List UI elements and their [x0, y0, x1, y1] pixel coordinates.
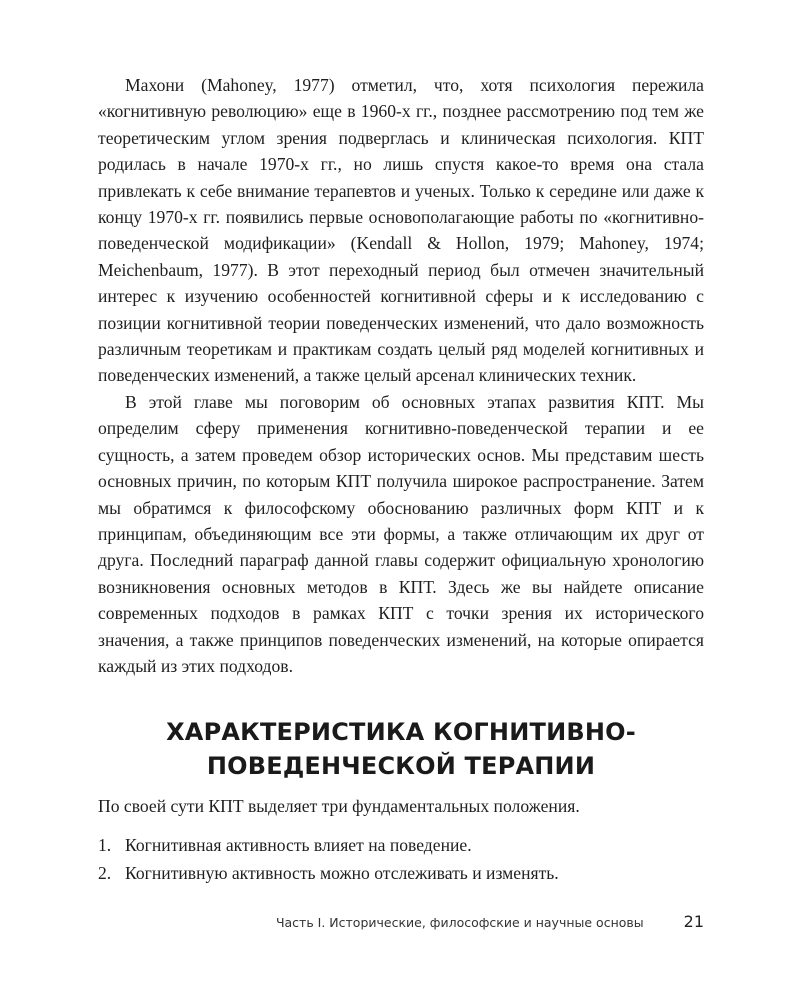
section-heading — [98, 715, 704, 783]
body-paragraph-2: В этой главе мы поговорим об основных этапах развития КПТ. Мы определим сферу применения когнитивно-поведенческой терапии и ее сущность, а затем проведем обзор исторических основ. Мы представим шесть основных причин, по которым КПТ получила широкое распространение. Затем мы обратимся к философскому обоснованию различных форм КПТ и к принципам, объединяющим все эти формы, а также отличающим их друг от друга. Последний параграф данной главы содержит официальную хронологию возникновения основных методов в КПТ. Здесь же вы найдете описание современных подходов в рамках КПТ с точки зрения их исторического значения, а также принципов поведенческих изменений, на которые опирается каждый из этих подходов. — [98, 391, 704, 676]
page-content — [98, 72, 704, 889]
running-head: Часть I. Исторические, философские и научные основы — [275, 915, 644, 930]
page-number: 21 — [683, 912, 704, 931]
fundamental-positions-list — [98, 832, 704, 887]
section-heading-line-1: ХАРАКТЕРИСТИКА КОГНИТИВНО- — [166, 718, 636, 747]
list-item — [98, 860, 704, 886]
section-heading-line-2: ПОВЕДЕНЧЕСКОЙ ТЕРАПИИ — [206, 752, 596, 781]
list-item-number: 2. — [98, 863, 112, 884]
list-item-text: Когнитивная активность влияет на поведение. — [125, 834, 472, 855]
list-item-number: 1. — [98, 834, 112, 855]
list-item — [98, 832, 704, 858]
list-item-text: Когнитивную активность можно отслеживать и изменять. — [125, 863, 559, 884]
body-paragraph-1: Махони (Mahoney, 1977) отметил, что, хотя психология пережила «когнитивную революцию» еще в 1960-х гг., позднее рассмотрению под тем же теоретическим углом зрения подверглась и клиническая психология. КПТ родилась в начале 1970-х гг., но лишь спустя какое-то время она стала привлекать к себе внимание терапевтов и ученых. Только к середине или даже к концу 1970-х гг. появились первые основополагающие работы по «когнитивно-поведенческой модификации» (Kendall & Hollon, 1979; Mahoney, 1974; Meichenbaum, 1977). В этот переходный период был отмечен значительный интерес к изучению особенностей когнитивной сферы и к исследованию с позиции когнитивной теории поведенческих изменений, что дало возможность различным теоретикам и практикам создать целый ряд моделей когнитивных и поведенческих изменений, а также целый арсенал клинических техник. — [98, 75, 704, 386]
section-intro: По своей сути КПТ выделяет три фундаментальных положения. — [98, 796, 580, 817]
page-footer — [98, 912, 704, 931]
